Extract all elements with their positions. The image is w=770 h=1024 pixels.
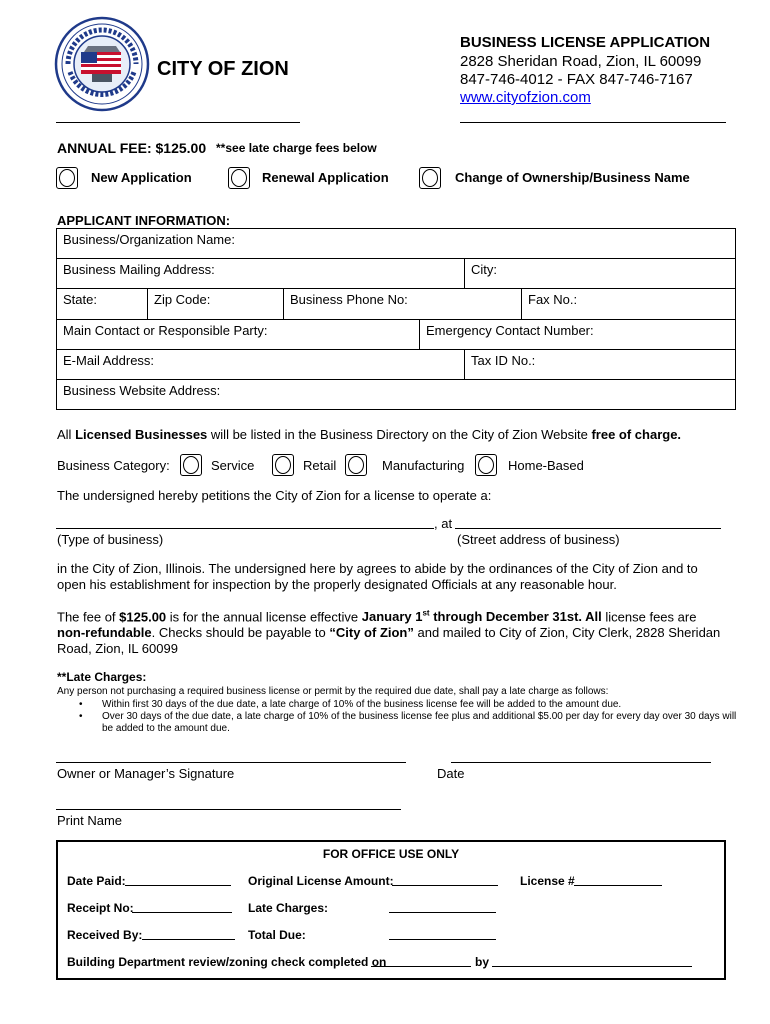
late-mark: ** [57,670,67,684]
receipt-number-label: Receipt No: [67,901,134,915]
late-charges-intro: Any person not purchasing a required business license or permit by the required due date, shall pay a late charge as follows: [57,686,609,697]
received-by-line[interactable] [142,939,235,940]
at-text: , at [434,516,453,531]
receipt-number-line[interactable] [132,912,232,913]
payable-to: “City of Zion” [329,625,414,641]
main-contact-field[interactable]: Main Contact or Responsible Party: [63,323,268,338]
category-service-label: Service [211,458,255,473]
license-number-line[interactable] [574,885,662,886]
renewal-application-label: Renewal Application [262,170,389,185]
category-manufacturing-radio[interactable] [345,454,367,476]
directory-text: will be listed in the Business Directory on the City of Zion Website [207,427,592,442]
category-retail-radio[interactable] [272,454,294,476]
fax-field[interactable]: Fax No.: [528,292,578,307]
date-line[interactable] [451,762,711,763]
new-application-radio[interactable] [56,167,78,189]
category-service-radio[interactable] [180,454,202,476]
directory-text: All [57,427,76,442]
date-label: Date [437,766,465,781]
building-review-label: Building Department review/zoning check completed on [67,955,387,969]
fee-start-date: January 1 [361,609,423,625]
category-manufacturing-label: Manufacturing [382,458,465,473]
change-ownership-radio[interactable] [419,167,441,189]
applicant-heading: APPLICANT INFORMATION: [57,213,231,228]
annual-fee [57,140,206,156]
street-address-line[interactable] [455,528,721,529]
late-charges-office-label: Late Charges: [248,901,329,915]
print-name-line[interactable] [56,809,401,810]
new-application-label: New Application [91,170,192,185]
fee-text: is for the annual license effective [166,609,362,625]
city-name: CITY OF ZION [157,58,289,80]
note-text: see late charge fees below [225,141,377,155]
type-of-business-caption: (Type of business) [57,532,164,547]
category-home-based-label: Home-Based [508,458,584,473]
directory-note [57,427,681,442]
petition-text: The undersigned hereby petitions the City of Zion for a license to operate a: [57,488,492,503]
fee-paragraph [57,606,727,657]
date-paid-label: Date Paid: [67,874,126,888]
fee-start-suffix: st [422,609,430,618]
email-field[interactable]: E-Mail Address: [63,353,155,368]
fee-amount: $125.00 [119,609,167,625]
directory-bold: Licensed Businesses [75,427,208,442]
late-charge-item: • Within first 30 days of the due date, a late charge of 10% of the business license fee will be added to the amount due. [57,699,737,711]
business-category-label: Business Category: [57,458,170,473]
city-field[interactable]: City: [471,262,497,277]
business-name-field[interactable]: Business/Organization Name: [63,232,235,247]
category-home-based-radio[interactable] [475,454,497,476]
type-of-business-line[interactable] [56,528,434,529]
header-divider-gap [300,118,460,124]
license-number-label: License # [520,874,575,888]
owner-signature-line[interactable] [56,762,406,763]
fee-end-date: through December 31st. All [429,609,602,625]
building-review-by-line[interactable] [492,966,692,967]
fee-text: The fee of [57,609,120,625]
date-paid-line[interactable] [125,885,231,886]
late-charges-list [57,699,737,735]
city-seal [54,16,150,112]
fee-text: and mailed to City of Zion, City Clerk, 2828 Sheridan Road, Zion, IL 60099 [57,625,721,657]
city-address: 2828 Sheridan Road, Zion, IL 60099 [460,53,702,70]
original-amount-label: Original License Amount: [248,874,394,888]
renewal-application-radio[interactable] [228,167,250,189]
late-fee-note [216,141,377,155]
late-charge-item: • Over 30 days of the due date, a late charge of 10% of the business license fee plus and additional $5.00 per day for every day over 30 days will be added to the amount due. [57,711,737,735]
late-charges-office-line[interactable] [389,912,496,913]
abide-paragraph: in the City of Zion, Illinois. The undersigned here by agrees to abide by the ordinances of the City of Zion and to open his establishment for inspection by the properly designated Officials at any reasonable hour. [57,561,698,592]
tax-id-field[interactable]: Tax ID No.: [471,353,536,368]
received-by-label: Received By: [67,928,143,942]
change-ownership-label: Change of Ownership/Business Name [455,170,690,185]
business-phone-field[interactable]: Business Phone No: [290,292,408,307]
category-retail-label: Retail [303,458,337,473]
late-title: Late Charges: [66,670,147,684]
emergency-contact-field[interactable]: Emergency Contact Number: [426,323,594,338]
annual-fee-label: ANNUAL FEE: $125.00 [57,140,207,156]
mailing-address-field[interactable]: Business Mailing Address: [63,262,215,277]
directory-bold: free of charge. [591,427,682,442]
office-use-title: FOR OFFICE USE ONLY [322,847,460,861]
total-due-line[interactable] [389,939,496,940]
fee-text: . Checks should be payable to [151,625,330,641]
street-address-caption: (Street address of business) [457,532,620,547]
document-title: BUSINESS LICENSE APPLICATION [460,34,711,51]
fee-text: license fees are [601,609,697,625]
state-field[interactable]: State: [63,292,97,307]
total-due-label: Total Due: [248,928,306,942]
zip-code-field[interactable]: Zip Code: [154,292,211,307]
note-mark: ** [216,141,226,155]
business-website-field[interactable]: Business Website Address: [63,383,221,398]
building-review-date-line[interactable] [371,966,471,967]
original-amount-line[interactable] [392,885,498,886]
city-website-link[interactable]: www.cityofzion.com [460,89,591,106]
non-refundable: non-refundable [57,625,152,641]
print-name-label: Print Name [57,813,123,828]
building-review-by-label: by [475,955,490,969]
owner-signature-label: Owner or Manager’s Signature [57,766,235,781]
city-phone-fax: 847-746-4012 - FAX 847-746-7167 [460,71,693,88]
late-charges-title [57,670,146,684]
